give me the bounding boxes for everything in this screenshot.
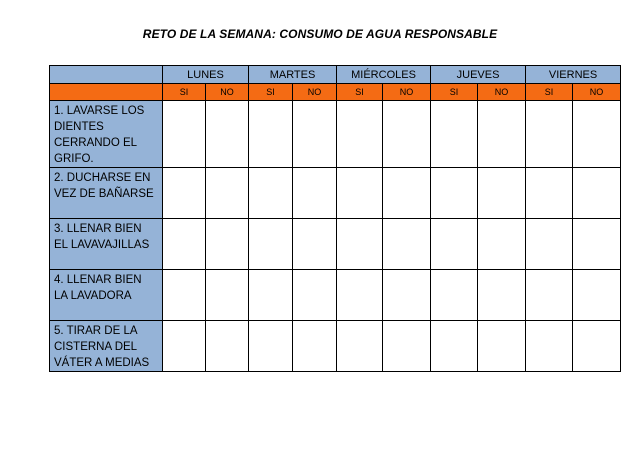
check-cell-no-jueves[interactable]: [478, 168, 526, 219]
check-cell-si-lunes[interactable]: [163, 321, 206, 372]
check-cell-no-martes[interactable]: [293, 219, 337, 270]
check-cell-no-martes[interactable]: [293, 101, 337, 168]
check-cell-no-lunes[interactable]: [206, 321, 249, 372]
check-cell-si-jueves[interactable]: [431, 219, 478, 270]
check-cell-si-miercoles[interactable]: [337, 219, 383, 270]
day-header-martes: MARTES: [249, 66, 337, 84]
option-no-martes: NO: [293, 84, 337, 101]
check-cell-si-martes[interactable]: [249, 270, 293, 321]
check-cell-no-miercoles[interactable]: [383, 168, 431, 219]
task-row: [50, 101, 621, 168]
option-no-miercoles: NO: [383, 84, 431, 101]
task-label: 2. DUCHARSE EN VEZ DE BAÑARSE: [50, 168, 163, 219]
option-no-viernes: NO: [573, 84, 621, 101]
check-cell-si-miercoles[interactable]: [337, 101, 383, 168]
day-header-viernes: VIERNES: [526, 66, 621, 84]
option-no-lunes: NO: [206, 84, 249, 101]
task-label: 1. LAVARSE LOS DIENTES CERRANDO EL GRIFO.: [50, 101, 163, 168]
check-cell-no-lunes[interactable]: [206, 101, 249, 168]
task-row: [50, 168, 621, 219]
check-cell-si-martes[interactable]: [249, 168, 293, 219]
check-cell-no-jueves[interactable]: [478, 101, 526, 168]
check-cell-si-lunes[interactable]: [163, 101, 206, 168]
check-cell-no-martes[interactable]: [293, 321, 337, 372]
check-cell-no-viernes[interactable]: [573, 270, 621, 321]
check-cell-si-miercoles[interactable]: [337, 168, 383, 219]
option-si-martes: SI: [249, 84, 293, 101]
check-cell-si-viernes[interactable]: [526, 168, 573, 219]
check-cell-no-miercoles[interactable]: [383, 270, 431, 321]
check-cell-no-viernes[interactable]: [573, 321, 621, 372]
task-label: 4. LLENAR BIEN LA LAVADORA: [50, 270, 163, 321]
check-cell-si-viernes[interactable]: [526, 219, 573, 270]
option-si-viernes: SI: [526, 84, 573, 101]
option-si-miercoles: SI: [337, 84, 383, 101]
check-cell-no-miercoles[interactable]: [383, 101, 431, 168]
task-label: 3. LLENAR BIEN EL LAVAVAJILLAS: [50, 219, 163, 270]
check-cell-no-lunes[interactable]: [206, 168, 249, 219]
task-label: 5. TIRAR DE LA CISTERNA DEL VÁTER A MEDIAS: [50, 321, 163, 372]
check-cell-no-jueves[interactable]: [478, 321, 526, 372]
check-cell-si-viernes[interactable]: [526, 101, 573, 168]
check-cell-no-martes[interactable]: [293, 270, 337, 321]
check-cell-si-viernes[interactable]: [526, 321, 573, 372]
check-cell-no-viernes[interactable]: [573, 168, 621, 219]
check-cell-no-miercoles[interactable]: [383, 321, 431, 372]
option-header-row: [50, 84, 621, 101]
task-row: [50, 321, 621, 372]
check-cell-no-jueves[interactable]: [478, 270, 526, 321]
check-cell-no-miercoles[interactable]: [383, 219, 431, 270]
check-cell-si-viernes[interactable]: [526, 270, 573, 321]
day-header-row: [50, 66, 621, 84]
check-cell-no-jueves[interactable]: [478, 219, 526, 270]
check-cell-no-viernes[interactable]: [573, 219, 621, 270]
check-cell-no-lunes[interactable]: [206, 270, 249, 321]
option-no-jueves: NO: [478, 84, 526, 101]
header-corner-cell: [50, 66, 163, 84]
check-cell-si-martes[interactable]: [249, 219, 293, 270]
day-header-lunes: LUNES: [163, 66, 249, 84]
task-row: [50, 270, 621, 321]
task-row: [50, 219, 621, 270]
option-si-lunes: SI: [163, 84, 206, 101]
check-cell-si-jueves[interactable]: [431, 168, 478, 219]
check-cell-no-lunes[interactable]: [206, 219, 249, 270]
check-cell-si-lunes[interactable]: [163, 168, 206, 219]
option-si-jueves: SI: [431, 84, 478, 101]
day-header-miercoles: MIÉRCOLES: [337, 66, 431, 84]
check-cell-si-jueves[interactable]: [431, 270, 478, 321]
check-cell-si-lunes[interactable]: [163, 270, 206, 321]
check-cell-si-martes[interactable]: [249, 321, 293, 372]
weekly-challenge-table: [49, 65, 621, 372]
check-cell-si-miercoles[interactable]: [337, 321, 383, 372]
check-cell-no-viernes[interactable]: [573, 101, 621, 168]
page-title: RETO DE LA SEMANA: CONSUMO DE AGUA RESPONSABLE: [142, 27, 498, 41]
check-cell-no-martes[interactable]: [293, 168, 337, 219]
day-header-jueves: JUEVES: [431, 66, 526, 84]
check-cell-si-jueves[interactable]: [431, 321, 478, 372]
option-corner-cell: [50, 84, 163, 101]
check-cell-si-miercoles[interactable]: [337, 270, 383, 321]
check-cell-si-jueves[interactable]: [431, 101, 478, 168]
check-cell-si-lunes[interactable]: [163, 219, 206, 270]
check-cell-si-martes[interactable]: [249, 101, 293, 168]
